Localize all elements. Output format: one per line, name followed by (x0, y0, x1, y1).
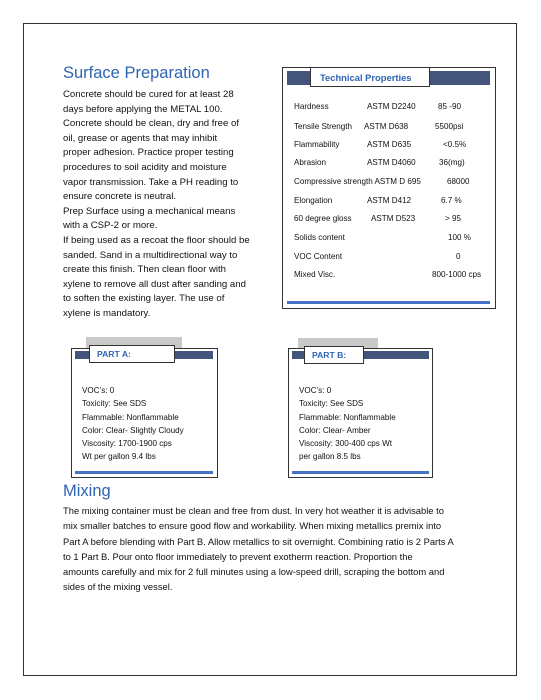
property-value: 5500psi (435, 122, 464, 131)
property-value: 6.7 % (441, 196, 462, 205)
property-method: ASTM D638 (364, 122, 409, 131)
text-line: oil, grease or agents that may inhibit (63, 132, 218, 144)
detail-line: Viscosity: 1700-1900 cps (82, 439, 172, 449)
surface-preparation-text (63, 88, 250, 322)
property-value: <0.5% (443, 140, 467, 149)
property-method: ASTM D4060 (367, 158, 416, 167)
part-a-details (82, 384, 184, 464)
text-line: sanded. Sand in a multidirectional way to (63, 249, 238, 261)
text-line: to 1 Part B. Pour onto floor immediately to prevent exotherm reaction. Proportion the (63, 550, 413, 562)
text-line: days before applying the METAL 100. (63, 103, 223, 115)
part-a-bottom-rule (75, 471, 213, 474)
part-b-bottom-rule (292, 471, 429, 474)
property-value: 85 -90 (438, 102, 461, 111)
part-b-details (299, 384, 396, 464)
property-value: 100 % (448, 233, 471, 242)
part-b-label: PART B: (312, 350, 347, 360)
detail-line: Toxicity: See SDS (82, 399, 147, 409)
property-value: 0 (456, 252, 461, 261)
property-name: Tensile Strength (294, 122, 353, 131)
technical-properties-title: Technical Properties (320, 72, 412, 83)
detail-line: VOC’s: 0 (82, 386, 115, 395)
detail-line: Viscosity: 300-400 cps Wt (299, 439, 392, 449)
text-line: to soften the existing layer. The use of (63, 293, 225, 305)
property-value: 68000 (447, 177, 470, 186)
property-name: Solids content (294, 233, 345, 242)
mixing-heading: Mixing (63, 482, 111, 500)
text-line: The mixing container must be clean and free from dust. In very hot weather it is advisable to (63, 505, 444, 516)
property-name: Elongation (294, 196, 333, 205)
surface-preparation-heading: Surface Preparation (63, 64, 210, 82)
property-name: VOC Content (294, 252, 343, 261)
property-method: ASTM D523 (371, 214, 416, 223)
text-line: with a CSP-2 or more. (63, 220, 158, 232)
detail-line: per gallon 8.5 lbs (299, 452, 361, 462)
text-line: If being used as a recoat the floor should be (63, 234, 250, 246)
detail-line: Flammable: Nonflammable (82, 412, 179, 422)
property-name: Hardness (294, 102, 329, 111)
text-line: sides of the mixing vessel. (63, 581, 173, 593)
detail-line: Flammable: Nonflammable (299, 412, 396, 422)
property-method: ASTM D412 (367, 196, 412, 205)
property-method: ASTM D2240 (367, 102, 416, 111)
text-line: xylene to remove all dust after sanding and (63, 278, 246, 290)
property-name: Flammability (294, 140, 340, 149)
text-line: mix smaller batches to ensure good flow and workability. When mixing metallics premix into (63, 520, 442, 532)
property-name: Abrasion (294, 158, 326, 167)
property-value: 800-1000 cps (432, 270, 482, 279)
detail-line: Wt per gallon 9.4 lbs (82, 452, 156, 462)
detail-line: Color: Clear- Amber (299, 425, 371, 435)
mixing-text (63, 503, 454, 595)
property-name: Mixed Visc. (294, 270, 336, 279)
text-line: amounts carefully and mix for 2 full minutes using a low-speed drill, scraping the bottom and (63, 566, 445, 578)
text-line: create this finish. Then clean floor with (63, 264, 226, 276)
property-value: 36(mg) (439, 158, 465, 167)
technical-properties-bottom-rule (287, 301, 490, 304)
text-line: Part A before blending with Part B. Allow metallics to sit overnight. Combining ratio is 2 Parts A (63, 535, 454, 547)
part-a-label: PART A: (97, 349, 131, 359)
text-line: proper adhesion. Practice proper testing (63, 147, 234, 159)
property-name: 60 degree gloss (294, 214, 352, 223)
text-line: Prep Surface using a mechanical means (63, 205, 236, 217)
property-method: ASTM D635 (367, 140, 412, 149)
property-name: Compressive strength ASTM D 695 (294, 177, 421, 186)
property-value: > 95 (445, 214, 461, 223)
detail-line: Toxicity: See SDS (299, 399, 364, 409)
text-line: procedures to soil acidity and moisture (63, 161, 227, 173)
detail-line: VOC’s: 0 (299, 386, 332, 395)
text-line: Concrete should be cured for at least 28 (63, 89, 234, 100)
text-line: ensure concrete is neutral. (63, 191, 177, 203)
text-line: vapor transmission. Take a PH reading to (63, 176, 239, 188)
detail-line: Color: Clear- Slightly Cloudy (82, 425, 184, 435)
text-line: Concrete should be clean, dry and free of (63, 118, 239, 130)
text-line: xylene is mandatory. (63, 307, 151, 319)
